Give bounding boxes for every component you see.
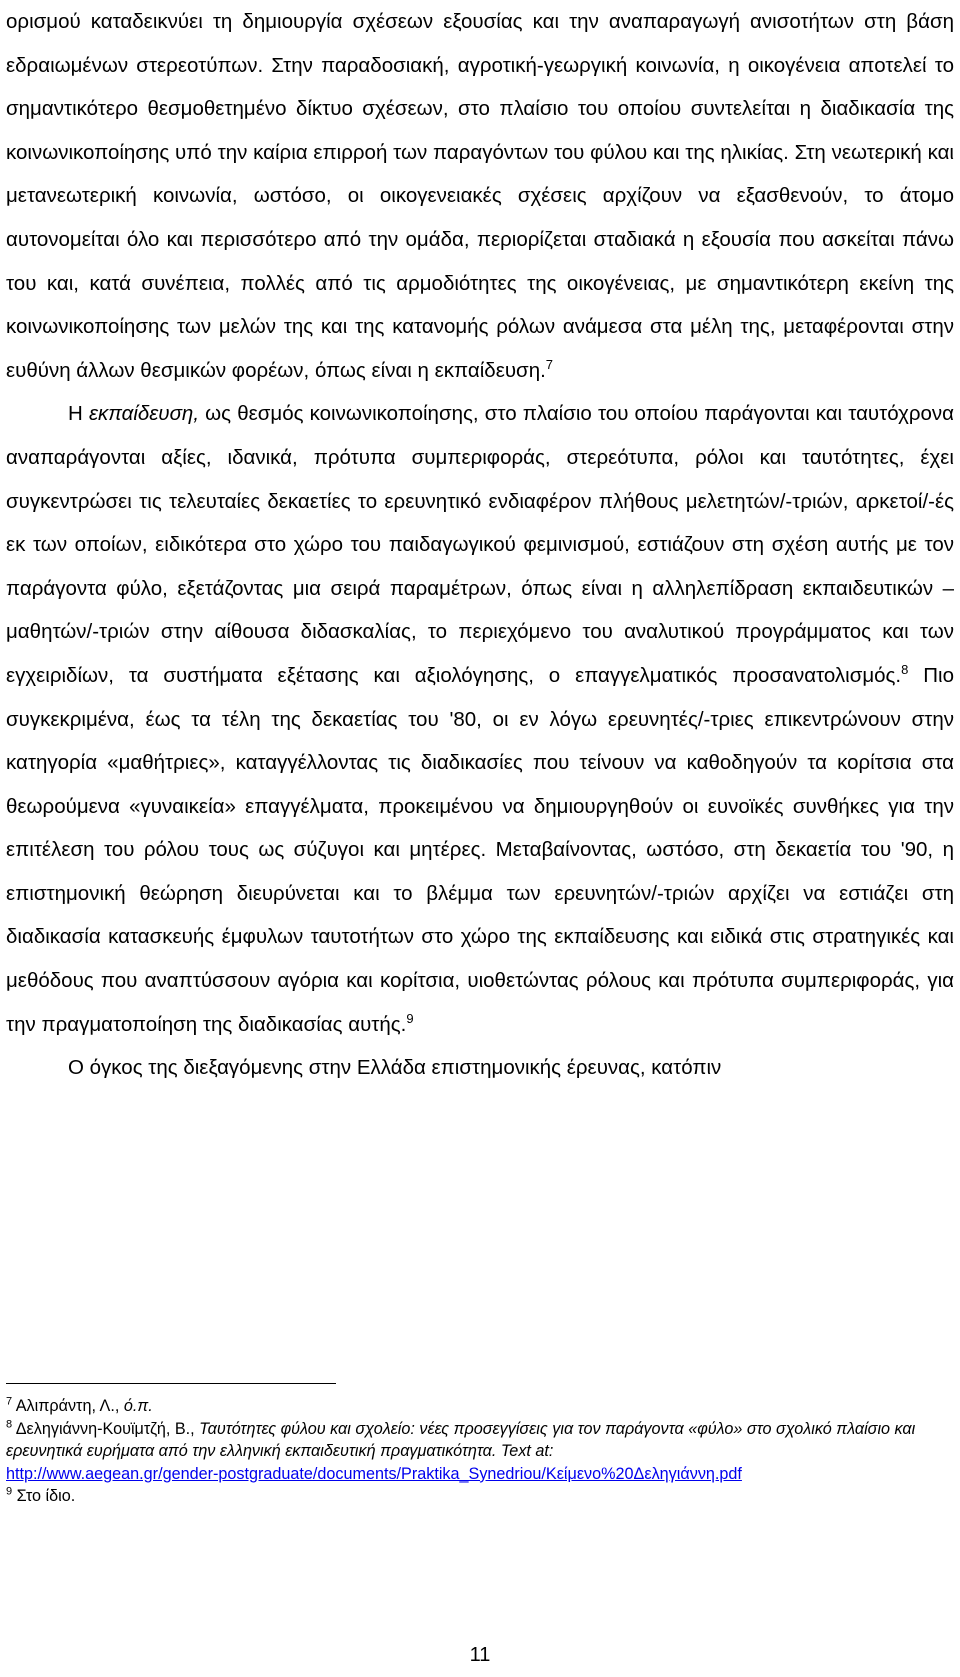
paragraph-1-text: ορισμού καταδεικνύει τη δημιουργία σχέσεων εξουσίας και την αναπαραγωγή ανισοτήτων στη βάση εδραιωμένων στερεοτύπων. Στην παραδοσιακή, αγροτική-γεωργική κοινωνία, η οικογένεια αποτελεί το σημαντικότερο θεσμοθετημένο δίκτυο σχέσεων, στο πλαίσιο του οποίου συντελείται η διαδικασία της κοινωνικοποίησης υπό την καίρια επιρροή των παραγόντων του φύλου και της ηλικίας. Στη νεωτερική και μετανεωτερική κοινωνία, ωστόσο, οι οικογενειακές σχέσεις αρχίζουν να εξασθενούν, το άτομο αυτονομείται όλο και περισσότερο από την ομάδα, περιορίζεται σταδιακά η εξουσία που ασκείται πάνω του και, κατά συνέπεια, πολλές από τις αρμοδιότητες της οικογένειας, με σημαντικότερη εκείνη της κοινωνικοποίησης των μελών της και της κατανομής ρόλων ανάμεσα στα μέλη της, μεταφέρονται στην ευθύνη άλλων θεσμικών φορέων, όπως είναι η εκπαίδευση.	[6, 10, 954, 382]
paragraph-2	[6, 392, 954, 1046]
footnote-ref-9[interactable]: 9	[406, 1010, 414, 1026]
footnote-9-text: Στο ίδιο.	[12, 1487, 76, 1505]
footnote-9	[6, 1485, 956, 1508]
paragraph-2-italic-term: εκπαίδευση,	[88, 402, 200, 426]
footnote-ref-7[interactable]: 7	[545, 356, 554, 372]
body-text	[6, 0, 954, 1090]
paragraph-1	[6, 0, 954, 392]
footnote-separator	[6, 1383, 336, 1384]
footnote-8-text: Δεληγιάννη-Κουϊμτζή, Β.,	[12, 1419, 200, 1438]
footnote-9-number: 9	[6, 1485, 13, 1498]
footnotes	[6, 1395, 956, 1508]
paragraph-2-text-b: Πιο συγκεκριμένα, έως τα τέλη της δεκαετίας του '80, οι εν λόγω ερευνητές/-τριες επικεντρώνουν στην κατηγορία «μαθήτριες», καταγγέλλοντας τις διαδικασίες που τείνουν να καθοδηγούν τα κορίτσια στα θεωρούμενα «γυναικεία» επαγγέλματα, προκειμένου να δημιουργηθούν οι ευνοϊκές συνθήκες για την επιτέλεση του ρόλου τους ως σύζυγοι και μητέρες. Μεταβαίνοντας, ωστόσο, στη δεκαετία του '90, η επιστημονική θεώρηση διευρύνεται και το βλέμμα των ερευνητών/-τριών αρχίζει να εστιάζει στη διαδικασία κατασκευής έμφυλων ταυτοτήτων στο χώρο της εκπαίδευσης και ειδικά στις στρατηγικές και μεθόδους που αναπτύσσουν αγόρια και κορίτσια, υιοθετώντας ρόλους και πρότυπα συμπεριφοράς, για την πραγματοποίηση της διαδικασίας αυτής.	[6, 663, 954, 1036]
paragraph-3-text: Ο όγκος της διεξαγόμενης στην Ελλάδα επιστημονικής έρευνας, κατόπιν	[68, 1056, 722, 1080]
footnote-8-italic: Ταυτότητες φύλου και σχολείο: νέες προσεγγίσεις για τον παράγοντα «φύλο» στο σχολικό πλαίσιο και ερευνητικά ευρήματα από την ελληνική εκπαιδευτική πραγματικότητα. Text at:	[6, 1419, 916, 1460]
footnote-7-text: Αλιπράντη, Λ.,	[12, 1397, 124, 1415]
footnote-7-italic: ό.π.	[123, 1397, 153, 1415]
paragraph-2-lead: Η	[68, 402, 89, 426]
footnote-8-link[interactable]: http://www.aegean.gr/gender-postgraduate/documents/Praktika_Synedriou/Κείμενο%20Δεληγιάννη.pdf	[6, 1464, 742, 1483]
footnote-7-number: 7	[6, 1395, 13, 1408]
paragraph-3	[6, 1046, 954, 1090]
footnote-8-number: 8	[6, 1418, 13, 1431]
footnote-ref-8[interactable]: 8	[901, 662, 909, 678]
footnote-7	[6, 1395, 956, 1418]
page-number: 11	[469, 1644, 491, 1666]
paragraph-2-text-a: ως θεσμός κοινωνικοποίησης, στο πλαίσιο του οποίου παράγονται και ταυτόχρονα αναπαράγονται αξίες, ιδανικά, πρότυπα συμπεριφοράς, στερεότυπα, ρόλοι και ταυτότητες, έχει συγκεντρώσει τις τελευταίες δεκαετίες το ερευνητικό ενδιαφέρον πλήθους μελετητών/-τριών, αρκετοί/-ές εκ των οποίων, ειδικότερα στο χώρο του παιδαγωγικού φεμινισμού, εστιάζουν στη σχέση αυτής με τον παράγοντα φύλο, εξετάζοντας μια σειρά παραμέτρων, όπως είναι η αλληλεπίδραση εκπαιδευτικών – μαθητών/-τριών στην αίθουσα διδασκαλίας, το περιεχόμενο του αναλυτικού προγράμματος και των εγχειριδίων, τα συστήματα εξέτασης και αξιολόγησης, ο επαγγελματικός προσανατολισμός.	[6, 402, 955, 687]
footnote-8	[6, 1418, 956, 1486]
